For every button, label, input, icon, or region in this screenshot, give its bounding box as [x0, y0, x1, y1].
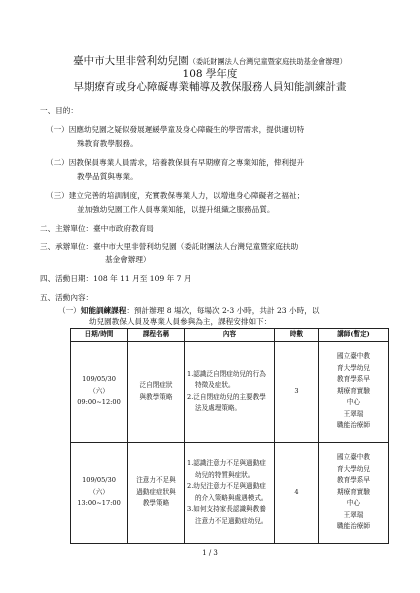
- course-desc: ：預計辦理 8 場次，每場次 2-3 小時，共計 23 小時，以: [126, 306, 320, 315]
- schedule-table: [70, 328, 389, 544]
- header-content: 內容: [185, 329, 275, 342]
- activity-dates: 四、活動日期：108 年 11 月至 109 年 7 月: [40, 274, 192, 283]
- table-row: [71, 442, 389, 543]
- content-heading: 五、活動內容：: [40, 293, 94, 302]
- document-title: [0, 55, 420, 68]
- course-number: （一）: [58, 306, 81, 315]
- content-cell: 1.認識注意力不足與過動症 幼兒的特質與症狀。 2.幼兒注意力不足與過動症 的介入策略與處遇模式。 3.如何支持家長認識與教養 注意力不足過動症幼兒。: [185, 442, 275, 543]
- course-title: 知能訓練課程: [80, 306, 127, 315]
- date-cell: 109/05/30 （六） 13:00~17:00: [71, 442, 128, 543]
- course-intro: [58, 305, 319, 316]
- purpose-item-3: （三）建立完善的培訓制度，充實教保專業人力，以增進身心障礙者之福祉；: [46, 191, 305, 200]
- header-lecturer: 講師(暫定): [319, 329, 389, 342]
- academic-year: 108 學年度: [182, 68, 238, 80]
- hours-cell: 4: [275, 442, 319, 543]
- purpose-heading: 一、目的：: [40, 106, 78, 115]
- title-main: 臺中市大里非營利幼兒園: [73, 55, 189, 67]
- document-subtitle: 早期療育或身心障礙專業輔導及教保服務人員知能訓練計畫: [73, 81, 347, 93]
- header-date: 日期/時間: [71, 329, 128, 342]
- header-course: 課程名稱: [128, 329, 185, 342]
- title-note: （委託財團法人台灣兒童暨家庭扶助基金會辦理）: [188, 57, 347, 66]
- purpose-item-1-cont: 殊教育教學服務。: [77, 139, 138, 148]
- lecturer-cell: 國立臺中教 育大學幼兒 教育學系早 期療育實驗 中心 王翠瑞 職能治療師: [319, 341, 389, 442]
- course-cell: 泛自閉症狀 與教學策略: [128, 341, 185, 442]
- date-cell: 109/05/30 （六） 09:00~12:00: [71, 341, 128, 442]
- purpose-item-2-cont: 教學品質與專業。: [77, 172, 138, 181]
- page-number: 1 / 3: [202, 549, 218, 557]
- table-row: [71, 341, 389, 442]
- implementer-line-cont: 基金會辦理）: [105, 255, 151, 264]
- hours-cell: 3: [275, 341, 319, 442]
- lecturer-cell: 國立臺中教 育大學幼兒 教育學系早 期療育實驗 中心 王翠瑞 職能治療師: [319, 442, 389, 543]
- purpose-item-3-cont: 並加強幼兒園工作人員專業知能，以提升組織之服務品質。: [77, 205, 275, 214]
- content-cell: 1.認識泛自閉症幼兒的行為 特徵及症狀。 2.泛自閉症幼兒的主要教學 法及處理策略。: [185, 341, 275, 442]
- table-header-row: [71, 329, 389, 342]
- organizer-line: 二、主辦單位：臺中市政府教育局: [40, 224, 154, 233]
- course-cell: 注意力不足與 過動症症狀與 教學策略: [128, 442, 185, 543]
- implementer-line: 三、承辦單位：臺中市大里非營利幼兒園（委託財團法人台灣兒童暨家庭扶助: [40, 242, 299, 251]
- header-hours: 時數: [275, 329, 319, 342]
- course-intro-cont: 幼兒園教保人員及專業人員參與為主，課程安排如下：: [89, 317, 272, 326]
- purpose-item-1: （一）因應幼兒園之疑似發展遲緩學童及身心障礙生的學習需求，提供適切特: [46, 125, 305, 134]
- purpose-item-2: （二）因教保員專業人員需求，培養教保員有早期療育之專業知能，俾利提升: [46, 158, 305, 167]
